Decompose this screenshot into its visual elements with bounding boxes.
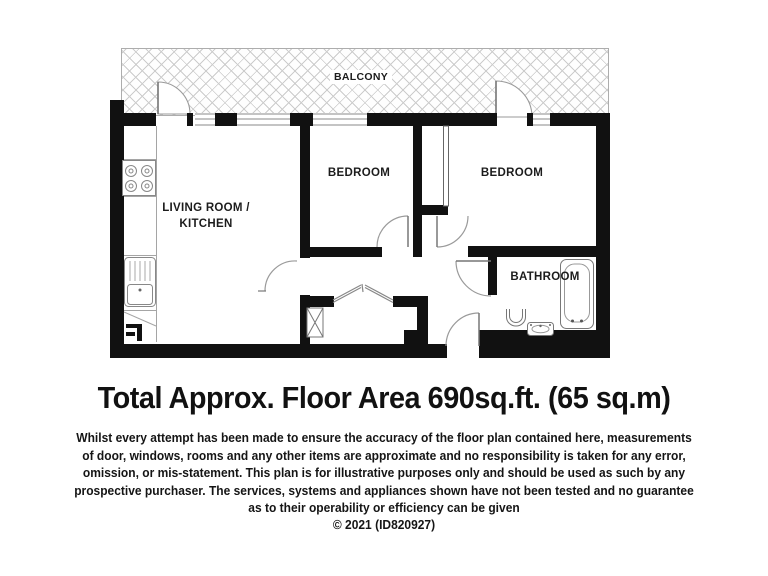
double-doors: [333, 284, 393, 303]
balcony-label: BALCONY: [330, 70, 392, 84]
kitchen-hob: [123, 161, 156, 196]
window: [195, 113, 215, 126]
door-bedroom1: [377, 216, 408, 247]
copyright-text: © 2021 (ID820927): [332, 518, 436, 532]
wall-living-hall-upper: [300, 123, 310, 258]
outer-wall-bottom-left: [110, 344, 447, 358]
hall-cupboard: [307, 308, 323, 337]
thin-partition-bedroom2: [444, 126, 449, 206]
bedroom2-label: BEDROOM: [480, 167, 544, 179]
bathroom-label: BATHROOM: [510, 271, 580, 283]
wall-bathroom-left: [488, 257, 497, 295]
door-bathroom: [456, 261, 491, 296]
kitchen-counter: [124, 126, 157, 342]
wall-bedroom1-bottom: [300, 247, 382, 257]
washbasin: [528, 323, 554, 336]
window: [237, 113, 290, 126]
disclaimer-text: Whilst every attempt has been made to ensure the accuracy of the floor plan contained here, measurements of door, windows, rooms and any other items are approximate and no responsibility is taken for any error, omission, or mis-statement. This plan is for illustrative purposes only and should be used as such by any prospective purchaser. The services, systems and appliances shown have not been tested and no guarantee as to their operability or efficiency can be given: [74, 431, 694, 515]
balcony-door-living: [158, 82, 190, 114]
kitchen-appliance-symbol: [126, 324, 142, 341]
bedroom1-label: BEDROOM: [327, 167, 391, 179]
kitchen-sink: [125, 258, 156, 307]
door-living-hall: [258, 261, 297, 291]
outer-wall-right: [596, 113, 610, 358]
wall-bedroom2-bottom: [468, 246, 596, 257]
window: [313, 113, 367, 126]
door-entry: [446, 313, 479, 346]
toilet: [507, 309, 526, 326]
wall-bedroom-divider: [413, 123, 422, 257]
interior-doors: [258, 216, 491, 346]
living-kitchen-label: LIVING ROOM / KITCHEN: [162, 202, 250, 230]
window: [533, 113, 550, 126]
floor-area-title: Total Approx. Floor Area 690sq.ft. (65 sq.m): [97, 380, 671, 415]
balcony-door-bedroom2: [496, 81, 532, 117]
door-bedroom2: [437, 216, 468, 247]
outer-wall-left: [110, 100, 124, 358]
